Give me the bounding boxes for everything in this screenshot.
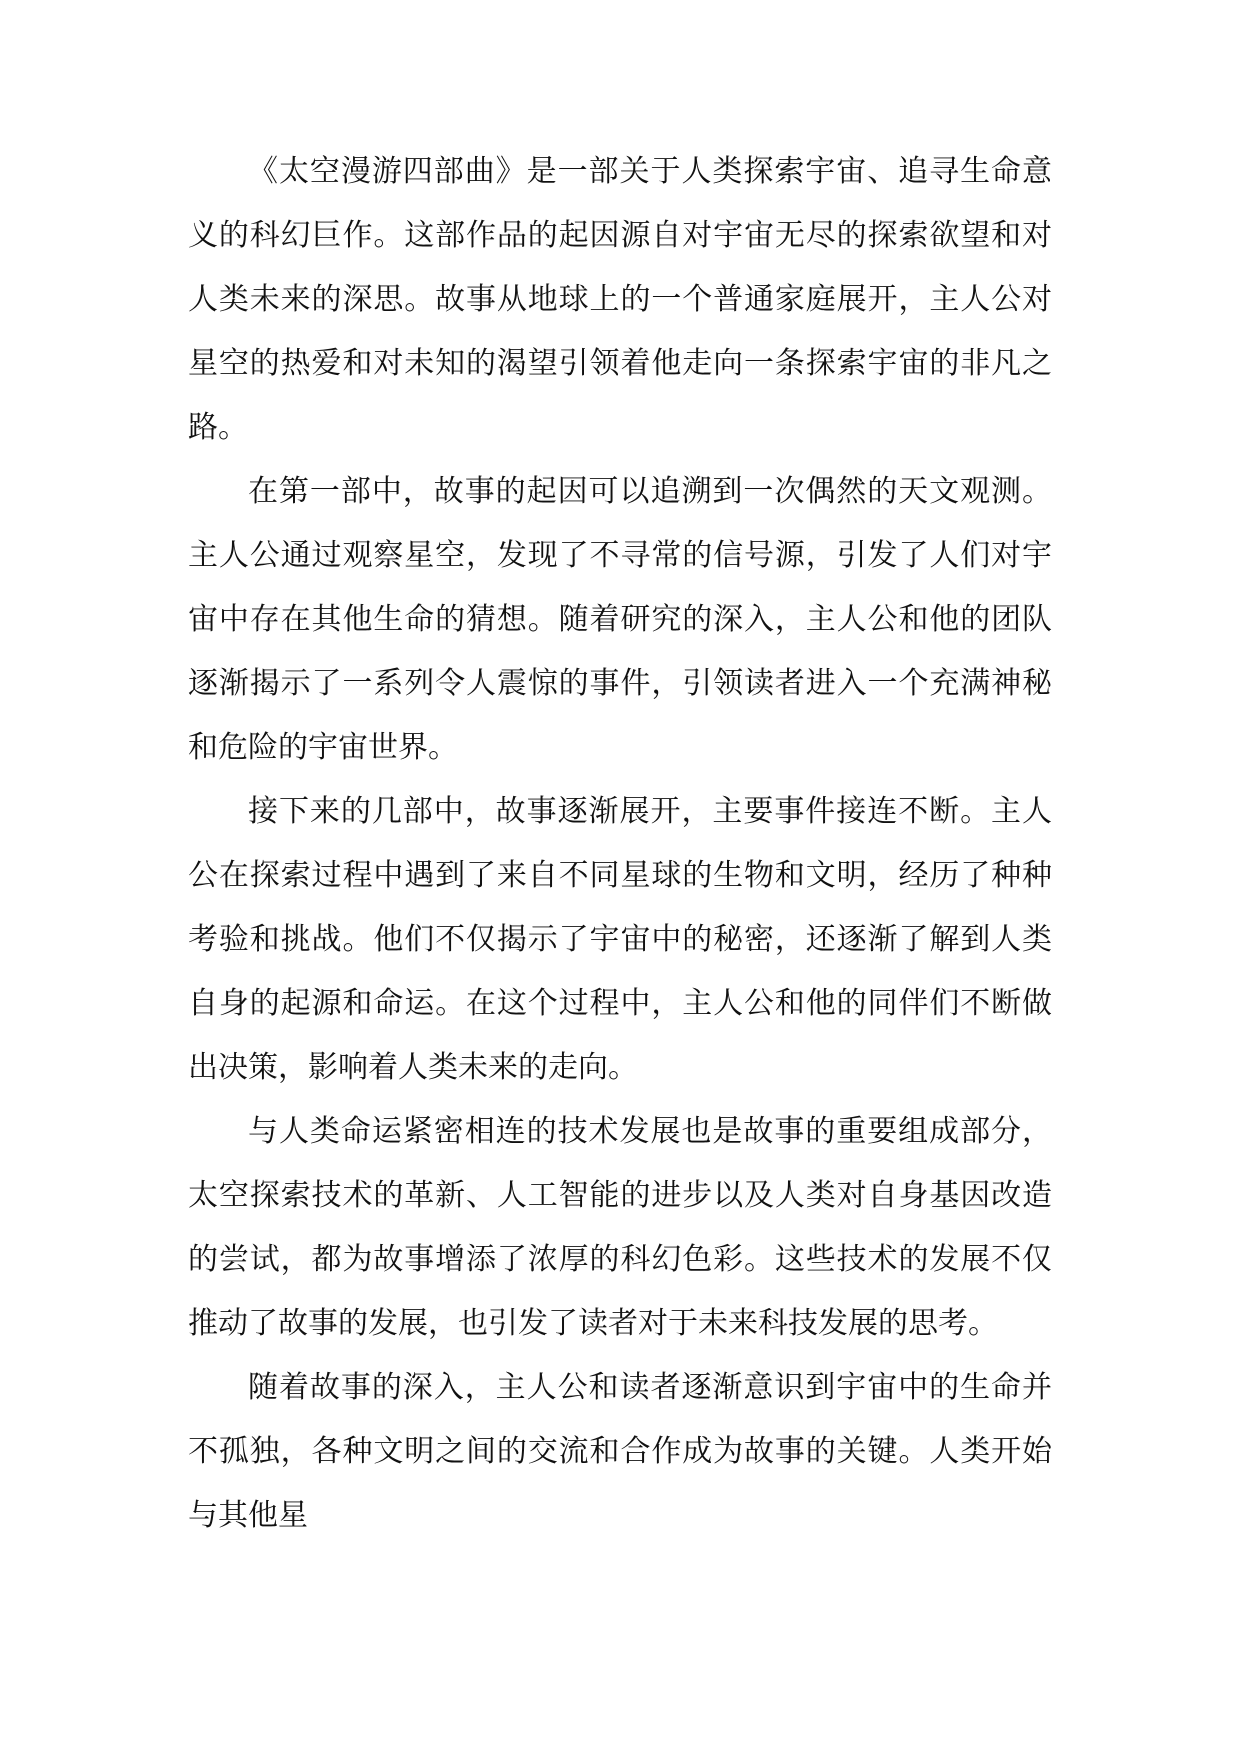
paragraph-intro: 《太空漫游四部曲》是一部关于人类探索宇宙、追寻生命意义的科幻巨作。这部作品的起因源自对宇宙无尽的探索欲望和对人类未来的深思。故事从地球上的一个普通家庭展开，主人公对星空的热爱和对未知的渴望引领着他走向一条探索宇宙的非凡之路。 xyxy=(188,154,1052,445)
paragraph-civilizations: 随着故事的深入，主人公和读者逐渐意识到宇宙中的生命并不孤独，各种文明之间的交流和合作成为故事的关键。人类开始与其他星 xyxy=(188,1370,1052,1533)
paragraph-following-parts: 接下来的几部中，故事逐渐展开，主要事件接连不断。主人公在探索过程中遇到了来自不同星球的生物和文明，经历了种种考验和挑战。他们不仅揭示了宇宙中的秘密，还逐渐了解到人类自身的起源和命运。在这个过程中，主人公和他的同伴们不断做出决策，影响着人类未来的走向。 xyxy=(188,794,1052,1085)
paragraph-technology: 与人类命运紧密相连的技术发展也是故事的重要组成部分，太空探索技术的革新、人工智能的进步以及人类对自身基因改造的尝试，都为故事增添了浓厚的科幻色彩。这些技术的发展不仅推动了故事的发展，也引发了读者对于未来科技发展的思考。 xyxy=(188,1114,1052,1341)
paragraph-part-one: 在第一部中，故事的起因可以追溯到一次偶然的天文观测。主人公通过观察星空，发现了不寻常的信号源，引发了人们对宇宙中存在其他生命的猜想。随着研究的深入，主人公和他的团队逐渐揭示了一系列令人震惊的事件，引领读者进入一个充满神秘和危险的宇宙世界。 xyxy=(188,474,1052,765)
document-body xyxy=(188,140,1052,1548)
